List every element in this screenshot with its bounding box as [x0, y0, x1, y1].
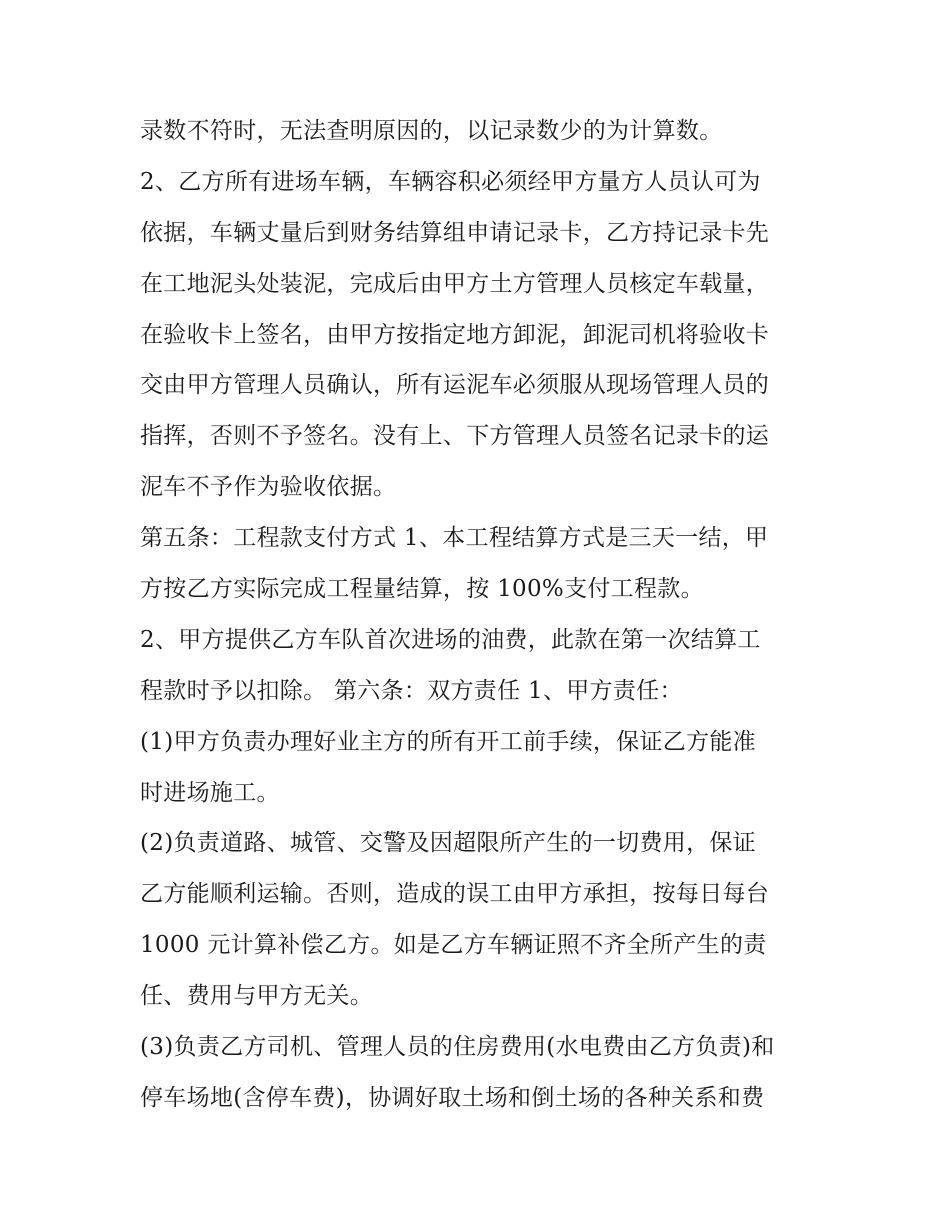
text-line: 交由甲方管理人员确认，所有运泥车必须服从现场管理人员的 — [140, 372, 770, 399]
text-line: 1000 元计算补偿乙方。如是乙方车辆证照不齐全所产生的责 — [140, 932, 767, 959]
text-line: 程款时予以扣除。 第六条：双方责任 1、甲方责任： — [140, 677, 683, 704]
text-line: 录数不符时，无法查明原因的，以记录数少的为计算数。 — [140, 118, 723, 144]
text-line: 乙方能顺利运输。否则，造成的误工由甲方承担，按每日每台 — [140, 881, 770, 908]
text-line: 指挥，否则不予签名。没有上、下方管理人员签名记录卡的运 — [140, 423, 770, 450]
text-line: 泥车不予作为验收依据。 — [140, 474, 397, 501]
text-line: 第五条：工程款支付方式 1、本工程结算方式是三天一结，甲 — [140, 525, 769, 552]
text-line: 2、乙方所有进场车辆，车辆容积必须经甲方量方人员认可为 — [140, 168, 761, 195]
text-line: 依据，车辆丈量后到财务结算组申请记录卡，乙方持记录卡先 — [140, 219, 770, 246]
text-line: 方按乙方实际完成工程量结算，按 100%支付工程款。 — [140, 576, 704, 603]
text-line: 在工地泥头处装泥，完成后由甲方土方管理人员核定车载量， — [140, 270, 770, 297]
text-line: (3)负责乙方司机、管理人员的住房费用(水电费由乙方负责)和 — [140, 1034, 775, 1061]
text-line: 停车场地(含停车费)，协调好取土场和倒土场的各种关系和费 — [140, 1084, 765, 1111]
text-line: 在验收卡上签名，由甲方按指定地方卸泥，卸泥司机将验收卡 — [140, 321, 770, 348]
text-line: (1)甲方负责办理好业主方的所有开工前手续，保证乙方能准 — [140, 728, 756, 755]
text-line: 2、甲方提供乙方车队首次进场的油费，此款在第一次结算工 — [140, 626, 761, 653]
text-line: 任、费用与甲方无关。 — [140, 983, 373, 1010]
text-line: 时进场施工。 — [140, 779, 280, 806]
contract-text — [140, 106, 820, 1124]
text-line: (2)负责道路、城管、交警及因超限所产生的一切费用，保证 — [140, 830, 756, 857]
